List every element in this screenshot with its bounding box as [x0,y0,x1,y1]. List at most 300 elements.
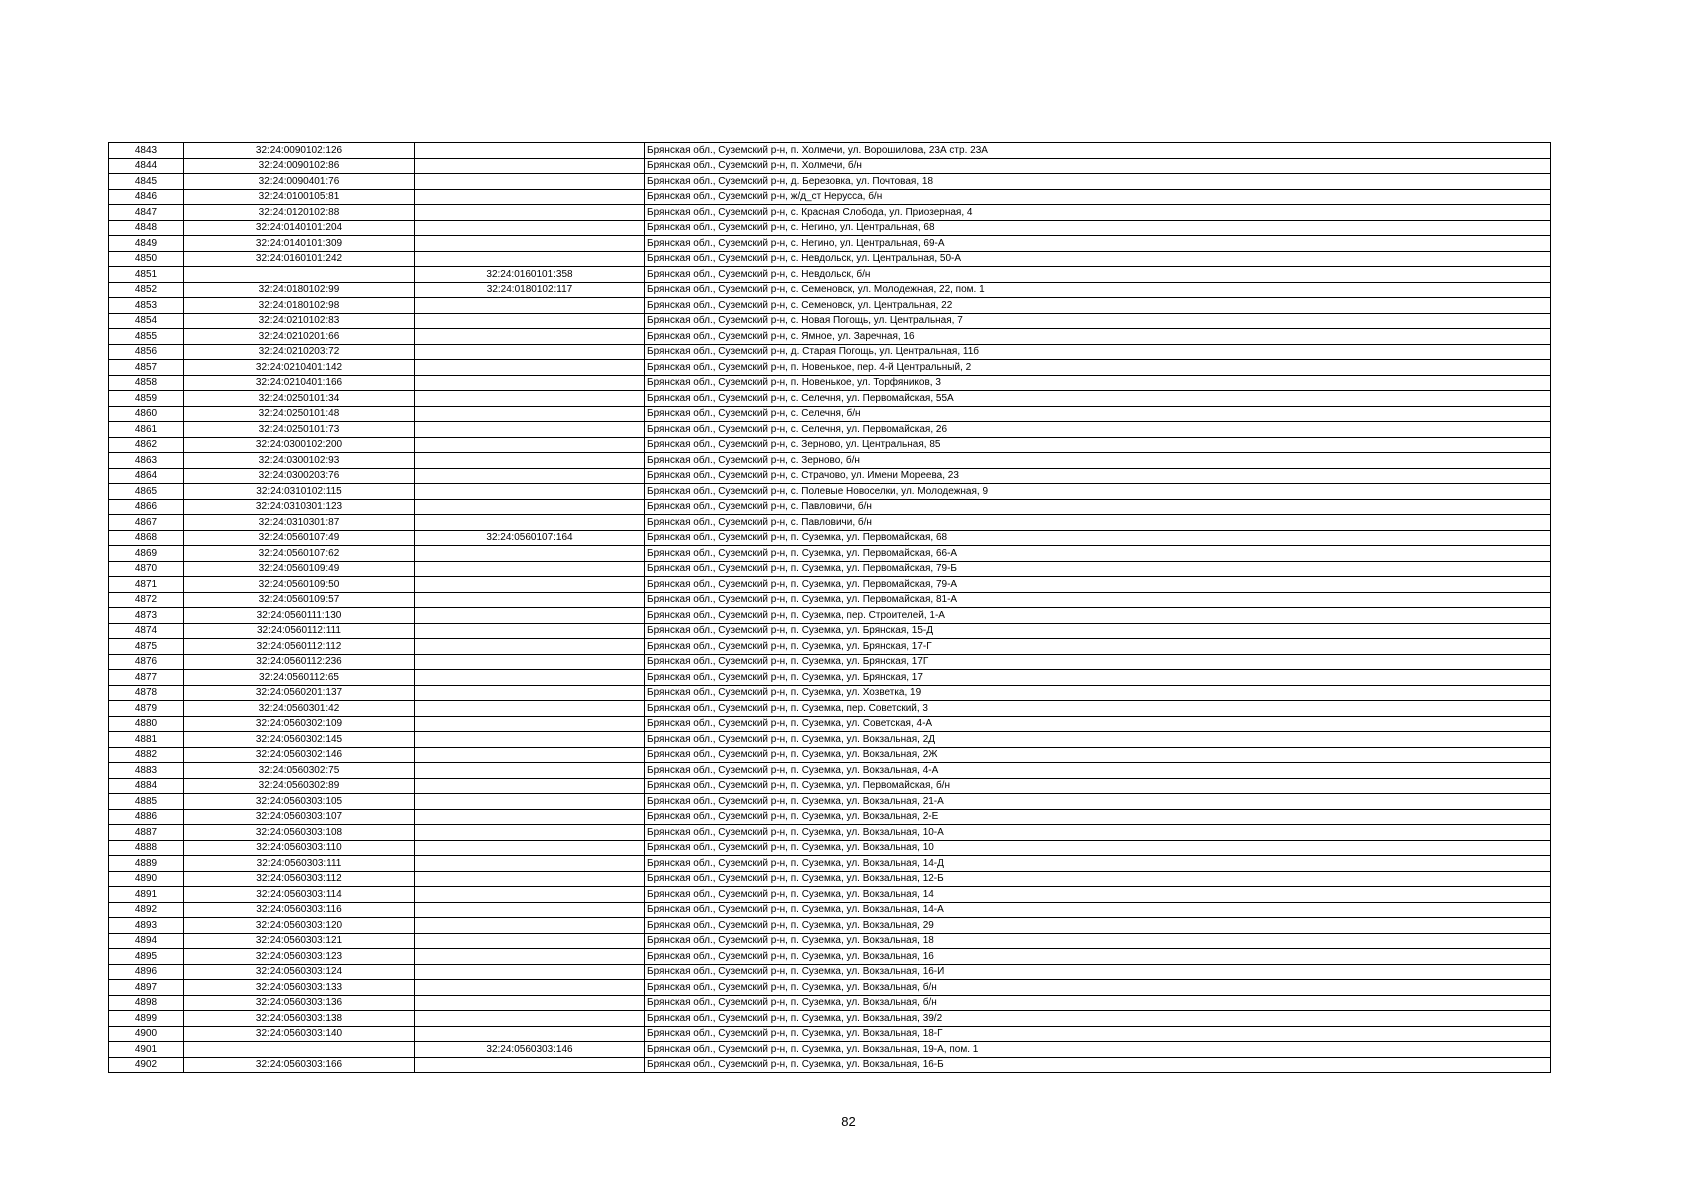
row-number-cell: 4901 [109,1042,184,1058]
address-cell: Брянская обл., Суземский р-н, п. Суземка, ул. Брянская, 17-Г [645,639,1551,655]
related-cadastral-number-cell [415,375,645,391]
cadastral-number-cell [184,1042,415,1058]
row-number-cell: 4854 [109,313,184,329]
cadastral-number-cell: 32:24:0100105:81 [184,189,415,205]
row-number-cell: 4881 [109,732,184,748]
row-number-cell: 4864 [109,468,184,484]
address-cell: Брянская обл., Суземский р-н, п. Суземка, ул. Вокзальная, 2-Е [645,809,1551,825]
row-number-cell: 4890 [109,871,184,887]
cadastral-number-cell: 32:24:0560303:166 [184,1057,415,1073]
cadastral-number-cell: 32:24:0560303:138 [184,1011,415,1027]
cadastral-number-cell: 32:24:0560303:110 [184,840,415,856]
row-number-cell: 4869 [109,546,184,562]
row-number-cell: 4878 [109,685,184,701]
address-cell: Брянская обл., Суземский р-н, п. Суземка, ул. Советская, 4-А [645,716,1551,732]
related-cadastral-number-cell [415,546,645,562]
table-row [109,778,1551,794]
cadastral-number-cell: 32:24:0090102:86 [184,158,415,174]
row-number-cell: 4886 [109,809,184,825]
table-row [109,375,1551,391]
related-cadastral-number-cell [415,949,645,965]
table-row [109,313,1551,329]
row-number-cell: 4895 [109,949,184,965]
row-number-cell: 4858 [109,375,184,391]
table-row [109,654,1551,670]
table-row [109,282,1551,298]
cadastral-number-cell: 32:24:0560112:112 [184,639,415,655]
related-cadastral-number-cell: 32:24:0560303:146 [415,1042,645,1058]
related-cadastral-number-cell: 32:24:0560107:164 [415,530,645,546]
table-row [109,1057,1551,1073]
address-cell: Брянская обл., Суземский р-н, п. Суземка, ул. Вокзальная, б/н [645,995,1551,1011]
cadastral-number-cell: 32:24:0560301:42 [184,701,415,717]
address-cell: Брянская обл., Суземский р-н, п. Суземка, ул. Первомайская, 68 [645,530,1551,546]
address-cell: Брянская обл., Суземский р-н, п. Суземка, ул. Вокзальная, 14 [645,887,1551,903]
table-row [109,856,1551,872]
cadastral-number-cell: 32:24:0560303:123 [184,949,415,965]
address-cell: Брянская обл., Суземский р-н, п. Суземка, пер. Советский, 3 [645,701,1551,717]
table-row [109,298,1551,314]
row-number-cell: 4865 [109,484,184,500]
related-cadastral-number-cell [415,453,645,469]
address-cell: Брянская обл., Суземский р-н, с. Зерново, ул. Центральная, 85 [645,437,1551,453]
cadastral-number-cell: 32:24:0140101:309 [184,236,415,252]
cadastral-number-cell: 32:24:0310301:123 [184,499,415,515]
table-row [109,1042,1551,1058]
cadastral-number-cell: 32:24:0560111:130 [184,608,415,624]
cadastral-number-cell: 32:24:0560303:120 [184,918,415,934]
table-row [109,329,1551,345]
row-number-cell: 4848 [109,220,184,236]
related-cadastral-number-cell [415,344,645,360]
cadastral-number-cell: 32:24:0560302:89 [184,778,415,794]
table-row [109,918,1551,934]
table-row [109,236,1551,252]
table-row [109,592,1551,608]
address-cell: Брянская обл., Суземский р-н, п. Суземка, ул. Вокзальная, 14-А [645,902,1551,918]
address-cell: Брянская обл., Суземский р-н, п. Суземка, ул. Первомайская, 81-А [645,592,1551,608]
cadastral-number-cell: 32:24:0180102:99 [184,282,415,298]
related-cadastral-number-cell [415,918,645,934]
address-cell: Брянская обл., Суземский р-н, п. Новенькое, ул. Торфяников, 3 [645,375,1551,391]
related-cadastral-number-cell [415,298,645,314]
row-number-cell: 4876 [109,654,184,670]
related-cadastral-number-cell [415,825,645,841]
address-cell: Брянская обл., Суземский р-н, ж/д_ст Нерусса, б/н [645,189,1551,205]
cadastral-number-cell: 32:24:0560303:111 [184,856,415,872]
related-cadastral-number-cell [415,391,645,407]
cadastral-number-cell: 32:24:0300102:93 [184,453,415,469]
cadastral-number-cell: 32:24:0560303:107 [184,809,415,825]
row-number-cell: 4902 [109,1057,184,1073]
cadastral-number-cell: 32:24:0560112:236 [184,654,415,670]
related-cadastral-number-cell [415,313,645,329]
row-number-cell: 4844 [109,158,184,174]
table-row [109,1011,1551,1027]
row-number-cell: 4884 [109,778,184,794]
row-number-cell: 4899 [109,1011,184,1027]
cadastral-number-cell: 32:24:0560303:140 [184,1026,415,1042]
row-number-cell: 4852 [109,282,184,298]
cadastral-number-cell: 32:24:0560201:137 [184,685,415,701]
address-cell: Брянская обл., Суземский р-н, п. Суземка, ул. Вокзальная, 18 [645,933,1551,949]
table-row [109,360,1551,376]
related-cadastral-number-cell [415,468,645,484]
related-cadastral-number-cell [415,670,645,686]
address-cell: Брянская обл., Суземский р-н, п. Суземка, ул. Вокзальная, 2Ж [645,747,1551,763]
table-row [109,1026,1551,1042]
row-number-cell: 4855 [109,329,184,345]
cadastral-number-cell: 32:24:0560109:57 [184,592,415,608]
row-number-cell: 4859 [109,391,184,407]
address-cell: Брянская обл., Суземский р-н, с. Павловичи, б/н [645,499,1551,515]
address-cell: Брянская обл., Суземский р-н, п. Суземка, ул. Хозветка, 19 [645,685,1551,701]
related-cadastral-number-cell [415,577,645,593]
address-cell: Брянская обл., Суземский р-н, с. Селечня, ул. Первомайская, 26 [645,422,1551,438]
table-row [109,344,1551,360]
related-cadastral-number-cell [415,732,645,748]
cadastral-number-cell: 32:24:0250101:34 [184,391,415,407]
related-cadastral-number-cell [415,608,645,624]
address-cell: Брянская обл., Суземский р-н, п. Суземка, ул. Вокзальная, 2Д [645,732,1551,748]
table-row [109,577,1551,593]
address-cell: Брянская обл., Суземский р-н, п. Суземка, ул. Вокзальная, 10 [645,840,1551,856]
cadastral-number-cell: 32:24:0560302:146 [184,747,415,763]
related-cadastral-number-cell [415,639,645,655]
table-row [109,933,1551,949]
table-row [109,639,1551,655]
related-cadastral-number-cell [415,964,645,980]
cadastral-number-cell: 32:24:0560303:105 [184,794,415,810]
address-cell: Брянская обл., Суземский р-н, п. Суземка, пер. Строителей, 1-А [645,608,1551,624]
related-cadastral-number-cell [415,856,645,872]
address-cell: Брянская обл., Суземский р-н, п. Суземка, ул. Вокзальная, б/н [645,980,1551,996]
cadastral-number-cell: 32:24:0250101:48 [184,406,415,422]
related-cadastral-number-cell [415,174,645,190]
cadastral-number-cell [184,267,415,283]
table-row [109,468,1551,484]
cadastral-number-cell: 32:24:0180102:98 [184,298,415,314]
related-cadastral-number-cell [415,561,645,577]
cadastral-number-cell: 32:24:0560303:108 [184,825,415,841]
row-number-cell: 4862 [109,437,184,453]
row-number-cell: 4893 [109,918,184,934]
registry-table-body [109,143,1551,1073]
related-cadastral-number-cell [415,763,645,779]
cadastral-number-cell: 32:24:0560303:116 [184,902,415,918]
address-cell: Брянская обл., Суземский р-н, с. Красная Слобода, ул. Приозерная, 4 [645,205,1551,221]
row-number-cell: 4850 [109,251,184,267]
related-cadastral-number-cell [415,499,645,515]
cadastral-number-cell: 32:24:0560302:109 [184,716,415,732]
address-cell: Брянская обл., Суземский р-н, с. Ямное, ул. Заречная, 16 [645,329,1551,345]
table-row [109,670,1551,686]
address-cell: Брянская обл., Суземский р-н, п. Суземка, ул. Брянская, 17Г [645,654,1551,670]
related-cadastral-number-cell [415,623,645,639]
row-number-cell: 4873 [109,608,184,624]
related-cadastral-number-cell [415,236,645,252]
address-cell: Брянская обл., Суземский р-н, п. Суземка, ул. Брянская, 15-Д [645,623,1551,639]
table-row [109,546,1551,562]
related-cadastral-number-cell [415,515,645,531]
table-row [109,484,1551,500]
table-row [109,949,1551,965]
address-cell: Брянская обл., Суземский р-н, п. Суземка, ул. Вокзальная, 19-А, пом. 1 [645,1042,1551,1058]
row-number-cell: 4866 [109,499,184,515]
table-row [109,980,1551,996]
address-cell: Брянская обл., Суземский р-н, с. Селечня, ул. Первомайская, 55А [645,391,1551,407]
cadastral-number-cell: 32:24:0210203:72 [184,344,415,360]
row-number-cell: 4891 [109,887,184,903]
related-cadastral-number-cell [415,592,645,608]
cadastral-number-cell: 32:24:0560109:50 [184,577,415,593]
related-cadastral-number-cell [415,158,645,174]
cadastral-number-cell: 32:24:0560112:111 [184,623,415,639]
related-cadastral-number-cell [415,1026,645,1042]
row-number-cell: 4879 [109,701,184,717]
related-cadastral-number-cell [415,422,645,438]
row-number-cell: 4853 [109,298,184,314]
cadastral-number-cell: 32:24:0560107:49 [184,530,415,546]
address-cell: Брянская обл., Суземский р-н, п. Суземка, ул. Вокзальная, 12-Б [645,871,1551,887]
related-cadastral-number-cell [415,902,645,918]
related-cadastral-number-cell [415,794,645,810]
address-cell: Брянская обл., Суземский р-н, с. Негино, ул. Центральная, 68 [645,220,1551,236]
cadastral-number-cell: 32:24:0210201:66 [184,329,415,345]
row-number-cell: 4889 [109,856,184,872]
table-row [109,220,1551,236]
row-number-cell: 4875 [109,639,184,655]
address-cell: Брянская обл., Суземский р-н, п. Суземка, ул. Вокзальная, 18-Г [645,1026,1551,1042]
table-row [109,515,1551,531]
row-number-cell: 4845 [109,174,184,190]
cadastral-number-cell: 32:24:0120102:88 [184,205,415,221]
address-cell: Брянская обл., Суземский р-н, с. Семеновск, ул. Центральная, 22 [645,298,1551,314]
table-row [109,794,1551,810]
address-cell: Брянская обл., Суземский р-н, с. Семеновск, ул. Молодежная, 22, пом. 1 [645,282,1551,298]
table-row [109,143,1551,159]
table-row [109,437,1551,453]
address-cell: Брянская обл., Суземский р-н, п. Холмечи, ул. Ворошилова, 23А стр. 23А [645,143,1551,159]
related-cadastral-number-cell: 32:24:0180102:117 [415,282,645,298]
address-cell: Брянская обл., Суземский р-н, с. Страчово, ул. Имени Мореева, 23 [645,468,1551,484]
related-cadastral-number-cell [415,716,645,732]
row-number-cell: 4892 [109,902,184,918]
cadastral-number-cell: 32:24:0560303:136 [184,995,415,1011]
cadastral-number-cell: 32:24:0210401:166 [184,375,415,391]
table-row [109,825,1551,841]
table-row [109,174,1551,190]
related-cadastral-number-cell [415,329,645,345]
related-cadastral-number-cell [415,143,645,159]
cadastral-number-cell: 32:24:0560303:112 [184,871,415,887]
table-row [109,561,1551,577]
cadastral-number-cell: 32:24:0210401:142 [184,360,415,376]
cadastral-number-cell: 32:24:0310301:87 [184,515,415,531]
address-cell: Брянская обл., Суземский р-н, п. Суземка, ул. Вокзальная, 16 [645,949,1551,965]
cadastral-number-cell: 32:24:0250101:73 [184,422,415,438]
address-cell: Брянская обл., Суземский р-н, с. Полевые Новоселки, ул. Молодежная, 9 [645,484,1551,500]
cadastral-number-cell: 32:24:0210102:83 [184,313,415,329]
table-row [109,158,1551,174]
address-cell: Брянская обл., Суземский р-н, п. Суземка, ул. Первомайская, 79-А [645,577,1551,593]
table-row [109,964,1551,980]
address-cell: Брянская обл., Суземский р-н, д. Березовка, ул. Почтовая, 18 [645,174,1551,190]
table-row [109,701,1551,717]
row-number-cell: 4885 [109,794,184,810]
address-cell: Брянская обл., Суземский р-н, п. Суземка, ул. Вокзальная, 14-Д [645,856,1551,872]
address-cell: Брянская обл., Суземский р-н, п. Суземка, ул. Первомайская, б/н [645,778,1551,794]
cadastral-number-cell: 32:24:0300102:200 [184,437,415,453]
related-cadastral-number-cell [415,1057,645,1073]
row-number-cell: 4870 [109,561,184,577]
cadastral-number-cell: 32:24:0560303:121 [184,933,415,949]
table-row [109,391,1551,407]
row-number-cell: 4898 [109,995,184,1011]
cadastral-number-cell: 32:24:0300203:76 [184,468,415,484]
related-cadastral-number-cell [415,437,645,453]
cadastral-number-cell: 32:24:0090401:76 [184,174,415,190]
table-row [109,623,1551,639]
table-row [109,189,1551,205]
row-number-cell: 4868 [109,530,184,546]
row-number-cell: 4847 [109,205,184,221]
related-cadastral-number-cell [415,778,645,794]
table-row [109,422,1551,438]
cadastral-number-cell: 32:24:0560302:75 [184,763,415,779]
row-number-cell: 4894 [109,933,184,949]
address-cell: Брянская обл., Суземский р-н, с. Павловичи, б/н [645,515,1551,531]
row-number-cell: 4846 [109,189,184,205]
address-cell: Брянская обл., Суземский р-н, с. Невдольск, ул. Центральная, 50-А [645,251,1551,267]
row-number-cell: 4883 [109,763,184,779]
row-number-cell: 4851 [109,267,184,283]
table-row [109,871,1551,887]
related-cadastral-number-cell [415,701,645,717]
cadastral-number-cell: 32:24:0560109:49 [184,561,415,577]
table-row [109,747,1551,763]
related-cadastral-number-cell [415,685,645,701]
related-cadastral-number-cell [415,1011,645,1027]
related-cadastral-number-cell [415,933,645,949]
row-number-cell: 4860 [109,406,184,422]
cadastral-number-cell: 32:24:0560303:133 [184,980,415,996]
page-number: 82 [841,1114,856,1129]
cadastral-number-cell: 32:24:0560302:145 [184,732,415,748]
table-row [109,902,1551,918]
address-cell: Брянская обл., Суземский р-н, с. Новая Погощь, ул. Центральная, 7 [645,313,1551,329]
related-cadastral-number-cell [415,995,645,1011]
cadastral-number-cell: 32:24:0090102:126 [184,143,415,159]
table-row [109,840,1551,856]
table-row [109,406,1551,422]
related-cadastral-number-cell [415,251,645,267]
row-number-cell: 4843 [109,143,184,159]
table-row [109,887,1551,903]
related-cadastral-number-cell [415,189,645,205]
table-row [109,716,1551,732]
row-number-cell: 4874 [109,623,184,639]
address-cell: Брянская обл., Суземский р-н, п. Суземка, ул. Первомайская, 79-Б [645,561,1551,577]
table-row [109,530,1551,546]
address-cell: Брянская обл., Суземский р-н, с. Негино, ул. Центральная, 69-А [645,236,1551,252]
row-number-cell: 4861 [109,422,184,438]
row-number-cell: 4880 [109,716,184,732]
table-row [109,809,1551,825]
table-row [109,732,1551,748]
address-cell: Брянская обл., Суземский р-н, п. Суземка, ул. Вокзальная, 39/2 [645,1011,1551,1027]
row-number-cell: 4882 [109,747,184,763]
table-row [109,453,1551,469]
related-cadastral-number-cell [415,360,645,376]
related-cadastral-number-cell [415,654,645,670]
row-number-cell: 4896 [109,964,184,980]
address-cell: Брянская обл., Суземский р-н, п. Суземка, ул. Первомайская, 66-А [645,546,1551,562]
table-row [109,499,1551,515]
cadastral-number-cell: 32:24:0140101:204 [184,220,415,236]
table-row [109,763,1551,779]
row-number-cell: 4900 [109,1026,184,1042]
table-row [109,995,1551,1011]
address-cell: Брянская обл., Суземский р-н, д. Старая Погощь, ул. Центральная, 11б [645,344,1551,360]
address-cell: Брянская обл., Суземский р-н, п. Суземка, ул. Вокзальная, 16-Б [645,1057,1551,1073]
row-number-cell: 4877 [109,670,184,686]
row-number-cell: 4887 [109,825,184,841]
address-cell: Брянская обл., Суземский р-н, с. Невдольск, б/н [645,267,1551,283]
row-number-cell: 4849 [109,236,184,252]
related-cadastral-number-cell [415,205,645,221]
row-number-cell: 4888 [109,840,184,856]
related-cadastral-number-cell [415,484,645,500]
address-cell: Брянская обл., Суземский р-н, с. Селечня, б/н [645,406,1551,422]
cadastral-number-cell: 32:24:0310102:115 [184,484,415,500]
related-cadastral-number-cell [415,871,645,887]
row-number-cell: 4867 [109,515,184,531]
related-cadastral-number-cell [415,220,645,236]
cadastral-number-cell: 32:24:0560112:65 [184,670,415,686]
address-cell: Брянская обл., Суземский р-н, п. Суземка, ул. Вокзальная, 29 [645,918,1551,934]
related-cadastral-number-cell [415,980,645,996]
related-cadastral-number-cell [415,809,645,825]
address-cell: Брянская обл., Суземский р-н, п. Суземка, ул. Вокзальная, 16-И [645,964,1551,980]
address-cell: Брянская обл., Суземский р-н, п. Суземка, ул. Вокзальная, 4-А [645,763,1551,779]
related-cadastral-number-cell [415,406,645,422]
cadastral-number-cell: 32:24:0560303:124 [184,964,415,980]
table-row [109,608,1551,624]
row-number-cell: 4857 [109,360,184,376]
property-registry-table [108,142,1551,1073]
table-row [109,251,1551,267]
address-cell: Брянская обл., Суземский р-н, п. Новенькое, пер. 4-й Центральный, 2 [645,360,1551,376]
address-cell: Брянская обл., Суземский р-н, п. Холмечи, б/н [645,158,1551,174]
cadastral-number-cell: 32:24:0160101:242 [184,251,415,267]
related-cadastral-number-cell [415,747,645,763]
cadastral-number-cell: 32:24:0560107:62 [184,546,415,562]
table-row [109,205,1551,221]
table-row [109,267,1551,283]
address-cell: Брянская обл., Суземский р-н, с. Зерново, б/н [645,453,1551,469]
related-cadastral-number-cell: 32:24:0160101:358 [415,267,645,283]
table-row [109,685,1551,701]
row-number-cell: 4897 [109,980,184,996]
related-cadastral-number-cell [415,887,645,903]
row-number-cell: 4863 [109,453,184,469]
address-cell: Брянская обл., Суземский р-н, п. Суземка, ул. Вокзальная, 21-А [645,794,1551,810]
row-number-cell: 4871 [109,577,184,593]
row-number-cell: 4856 [109,344,184,360]
address-cell: Брянская обл., Суземский р-н, п. Суземка, ул. Брянская, 17 [645,670,1551,686]
row-number-cell: 4872 [109,592,184,608]
